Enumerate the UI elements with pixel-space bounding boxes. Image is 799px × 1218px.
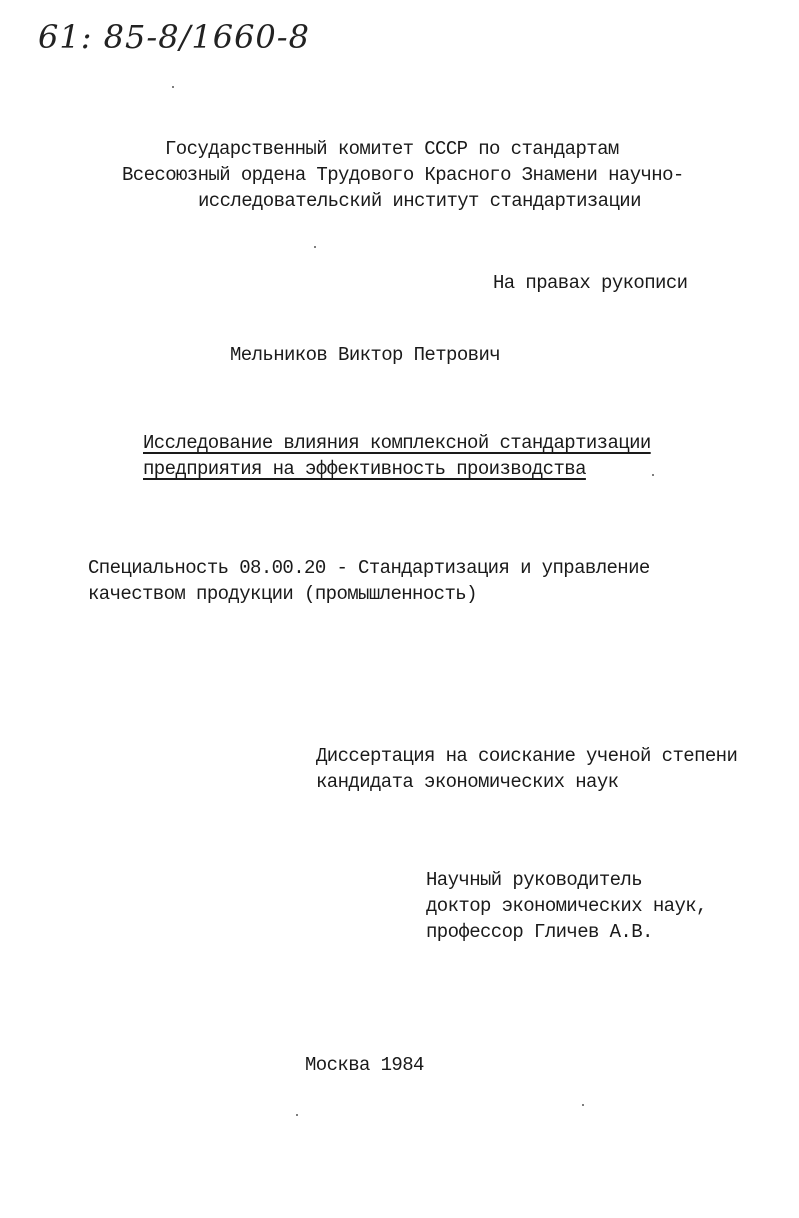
paper-speck [314,246,316,248]
header-institute-line2: исследовательский институт стандартизации [198,190,641,212]
supervisor-role: Научный руководитель [426,869,643,891]
supervisor-name: профессор Гличев А.В. [426,921,653,943]
specialty-line2: качеством продукции (промышленность) [88,583,477,605]
thesis-title-line2: предприятия на эффективность производства [143,458,586,480]
header-institute-line1: Всесоюзный ордена Трудового Красного Знамени научно- [122,164,684,186]
dissertation-line1: Диссертация на соискание ученой степени [316,745,738,767]
paper-speck [652,474,654,476]
author-name: Мельников Виктор Петрович [230,344,501,366]
place-and-year: Москва 1984 [305,1054,424,1076]
header-committee: Государственный комитет СССР по стандартам [165,138,619,160]
supervisor-degree: доктор экономических наук, [426,895,707,917]
thesis-title-line1: Исследование влияния комплексной стандартизации [143,432,651,454]
manuscript-rights-note: На правах рукописи [493,272,688,294]
specialty-line1: Специальность 08.00.20 - Стандартизация и управление [88,557,650,579]
handwritten-catalog-code: 61: 85-8/1660-8 [38,18,310,56]
dissertation-line2: кандидата экономических наук [316,771,619,793]
paper-speck [296,1114,298,1116]
paper-speck [172,86,174,88]
paper-speck [582,1104,584,1106]
